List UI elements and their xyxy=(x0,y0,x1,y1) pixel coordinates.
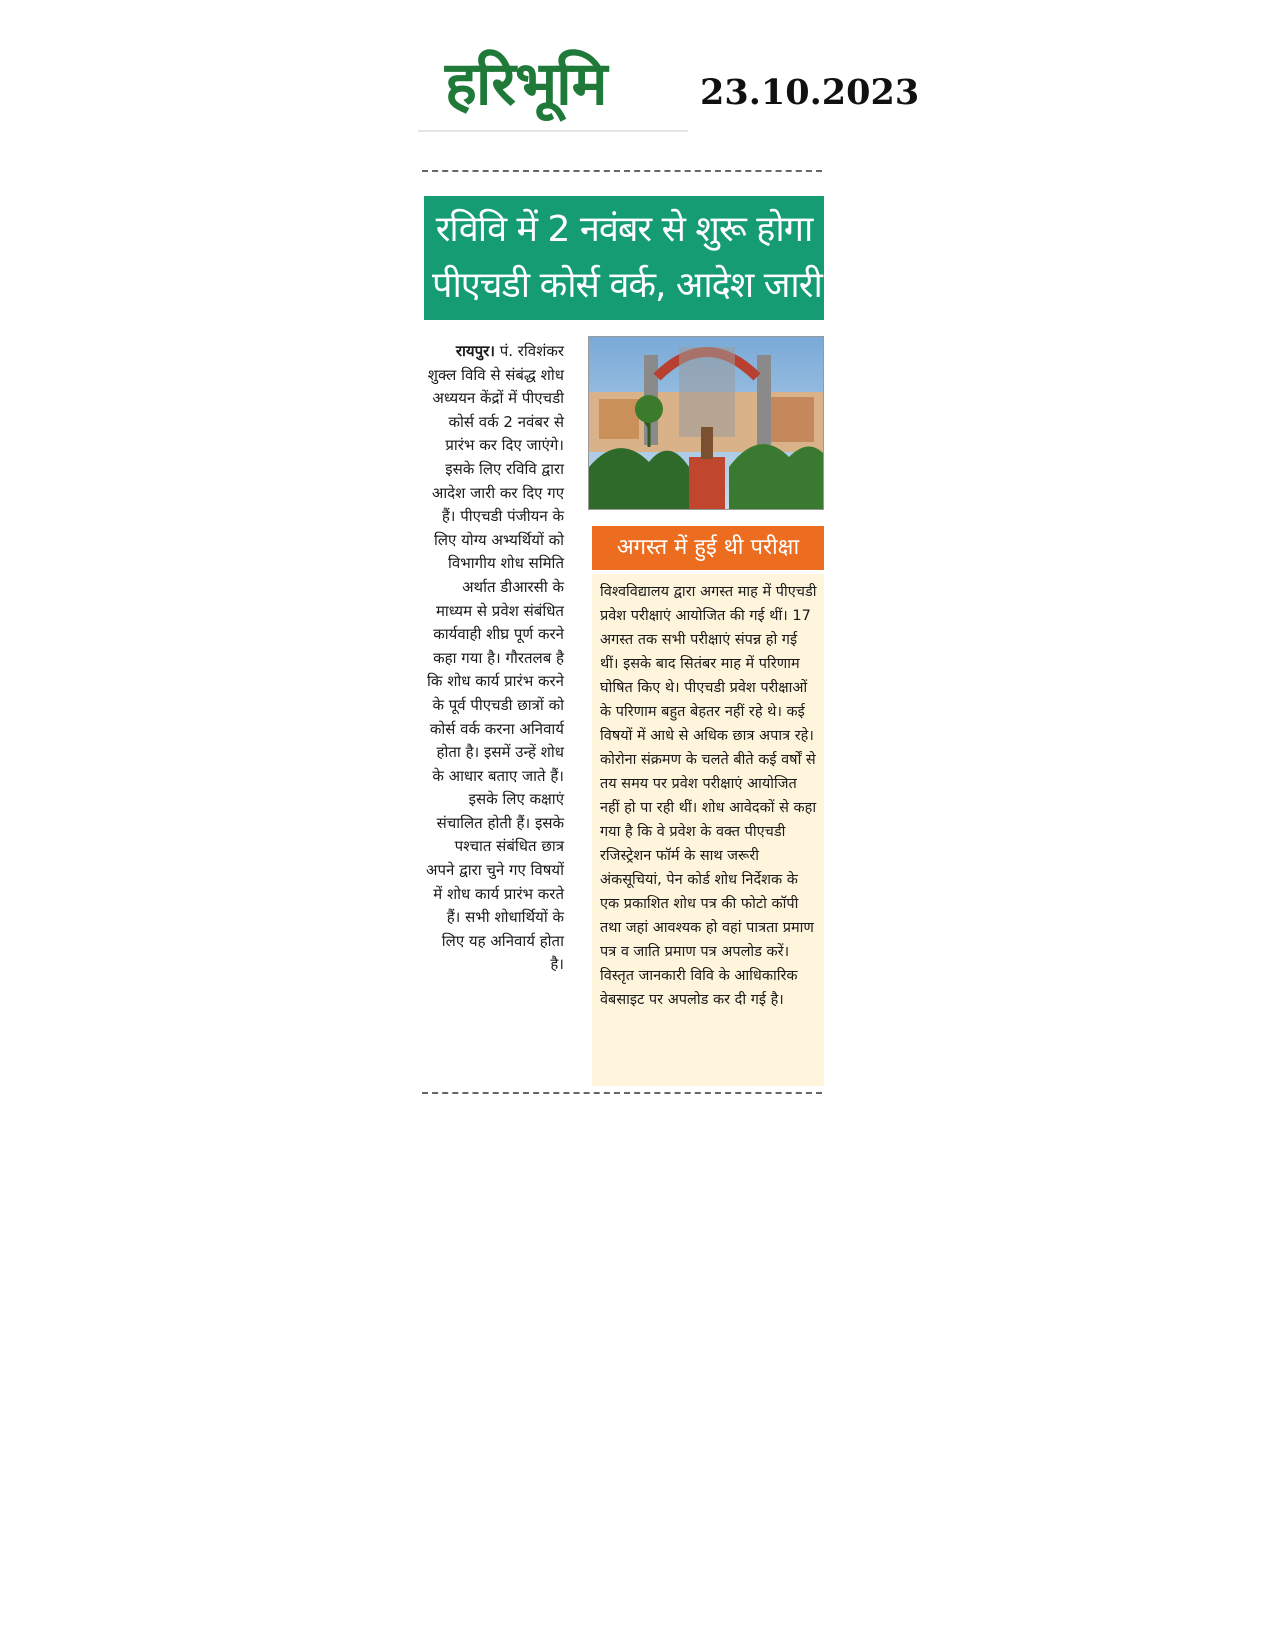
article-body-left xyxy=(424,340,564,977)
article-headline xyxy=(424,196,824,320)
publication-date: 23.10.2023 xyxy=(700,72,920,113)
sidebar-body-text: विश्वविद्यालय द्वारा अगस्त माह में पीएचडी प्रवेश परीक्षाएं आयोजित की गई थीं। 17 अगस्त तक सभी परीक्षाएं संपन्न हो गई थीं। इसके बाद सितंबर माह में परिणाम घोषित किए थे। पीएचडी प्रवेश परीक्षाओं के परिणाम बहुत बेहतर नहीं रहे थे। कई विषयों में आधे से अधिक छात्र अपात्र रहे। कोरोना संक्रमण के चलते बीते कई वर्षों से तय समय पर प्रवेश परीक्षाएं आयोजित नहीं हो पा रही थीं। शोध आवेदकों से कहा गया है कि वे प्रवेश के वक्त पीएचडी रजिस्ट्रेशन फॉर्म के साथ जरूरी अंकसूचियां, पेन कोर्ड शोध निर्देशक के एक प्रकाशित शोध पत्र की फोटो कॉपी तथा जहां आवश्यक हो वहां पात्रता प्रमाण पत्र व जाति प्रमाण पत्र अपलोड करें। विस्तृत जानकारी विवि के आधिकारिक वेबसाइट पर अपलोड कर दी गई है। xyxy=(600,584,817,1008)
photo-illustration xyxy=(589,337,824,510)
sidebar-body xyxy=(592,574,824,1086)
sidebar-heading: अगस्त में हुई थी परीक्षा xyxy=(592,526,824,570)
headline-line-2: पीएचडी कोर्स वर्क, आदेश जारी xyxy=(432,265,822,306)
article-body-text: पं. रविशंकर शुक्ल विवि से संबंद्ध शोध अध्ययन केंद्रों में पीएचडी कोर्स वर्क 2 नवंबर से प्रारंभ कर दिए जाएंगे। इसके लिए रविवि द्वारा आदेश जारी कर दिए गए हैं। पीएचडी पंजीयन के लिए योग्य अभ्यर्थियों को विभागीय शोध समिति अर्थात डीआरसी के माध्यम से प्रवेश संबंधित कार्यवाही शीघ्र पूर्ण करने कहा गया है। गौरतलब है कि शोध कार्य प्रारंभ करने के पूर्व पीएचडी छात्रों को कोर्स वर्क करना अनिवार्य होता है। इसमें उन्हें शोध के आधार बताए जाते हैं। इसके लिए कक्षाएं संचालित होती हैं। इसके पश्चात संबंधित छात्र अपने द्वारा चुने गए विषयों में शोध कार्य प्रारंभ करते हैं। सभी शोधार्थियों के लिए यह अनिवार्य होता है। xyxy=(426,342,564,974)
top-dashed-divider xyxy=(422,170,822,172)
university-building-photo xyxy=(588,336,824,510)
newspaper-logo: हरिभूमि xyxy=(445,49,607,119)
masthead xyxy=(445,46,607,119)
bottom-dashed-divider xyxy=(422,1092,822,1094)
headline-line-1: रविवि में 2 नवंबर से शुरू होगा xyxy=(435,209,813,250)
dateline: रायपुर। xyxy=(455,342,495,360)
masthead-rule xyxy=(418,130,688,132)
